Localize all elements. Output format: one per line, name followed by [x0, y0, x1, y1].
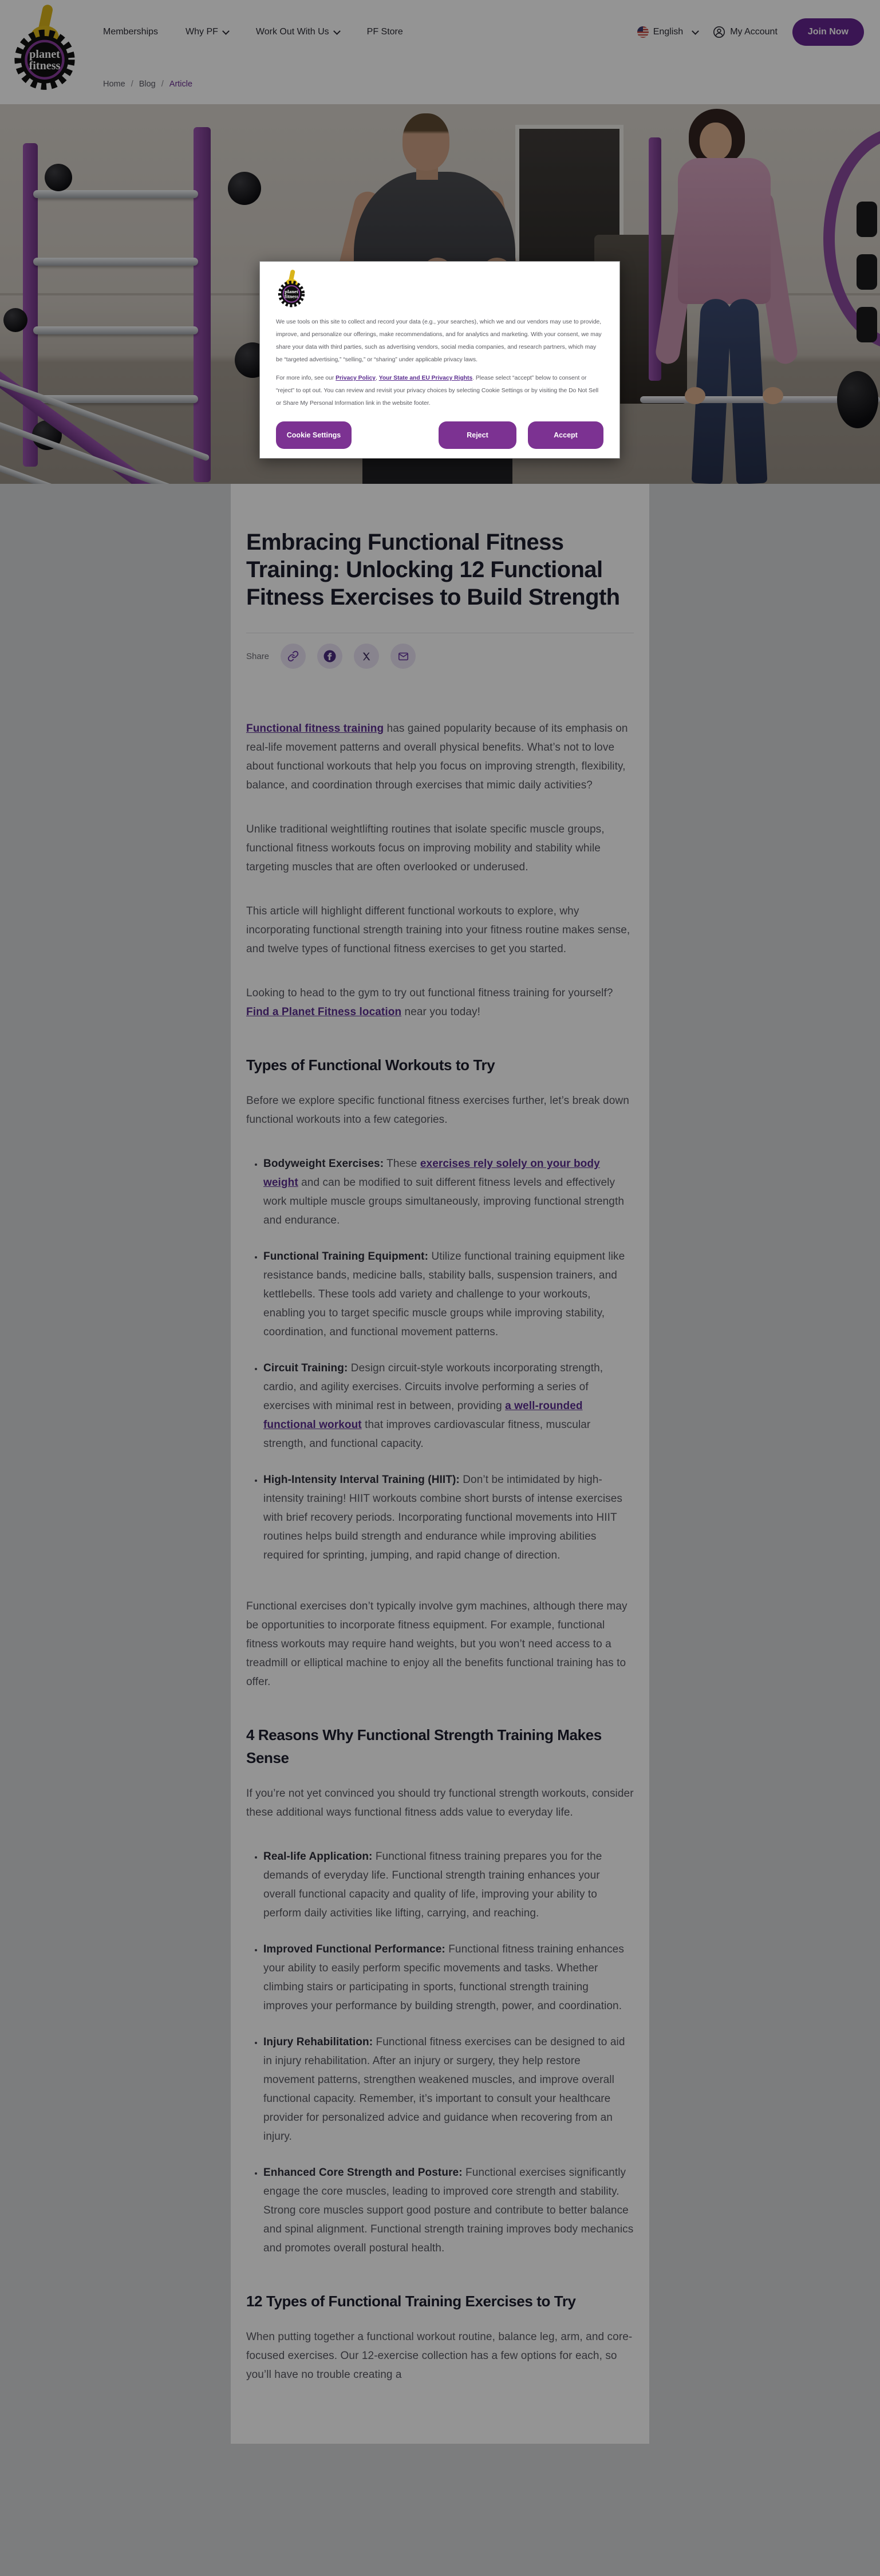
privacy-policy-link[interactable]: Privacy Policy — [336, 375, 376, 381]
paragraph-text: near you today! — [401, 1006, 481, 1018]
list-item-text: Don’t be intimidated by high-intensity training! HIIT workouts combine short bursts of intense exercises with brief recovery periods. Incorporating functional movements into HIIT routines helps build strength and endurance while improving abilities required for sprinting, jumping, and rapid change of direction. — [263, 1474, 623, 1561]
cookie-settings-button[interactable]: Cookie Settings — [276, 421, 352, 449]
paragraph-text: has gained popularity because of its emphasis on real-life movement patterns and overall physical benefits. What’s not to love about functional workouts that help you focus on improving strength, flexibility, balance, and coordination through exercises that mimic daily activities? — [246, 723, 628, 791]
svg-text:planet: planet — [29, 48, 60, 61]
share-label: Share — [246, 651, 270, 661]
list-item-text: Functional fitness training enhances your ability to easily perform specific movements and tasks. Whether climbing stairs or participating in sports, functional strength training improves your performance by building strength, power, and coordination. — [263, 1943, 624, 2012]
nav-label: Work Out With Us — [255, 27, 329, 37]
paragraph: When putting together a functional workout routine, balance leg, arm, and core-focused exercises. Our 12-exercise collection has a few options for each, so you’ll have no trouble creating a — [246, 2331, 633, 2381]
list-item-lead: Improved Functional Performance: — [263, 1943, 445, 1955]
functional-fitness-training-link[interactable]: Functional fitness training — [246, 723, 384, 735]
list-item-lead: Bodyweight Exercises: — [263, 1158, 384, 1170]
page-title: Embracing Functional Fitness Training: Unlocking 12 Functional Fitness Exercises to Build Strength — [246, 530, 620, 610]
list-item-text: Functional fitness training prepares you for the demands of everyday life. Functional strength training enhances your overall functional capacity and quality of life, improving your ability to perform daily activities like lifting, carrying, and reaching. — [263, 1851, 602, 1919]
list-item-lead: Functional Training Equipment: — [263, 1250, 428, 1263]
paragraph: Before we explore specific functional fitness exercises further, let’s break down functional workouts into a few categories. — [246, 1095, 629, 1126]
paragraph: This article will highlight different functional workouts to explore, why incorporating functional strength training into your fitness routine makes sense, and twelve types of functional fitness exercises to get you started. — [246, 905, 630, 955]
breadcrumb-blog[interactable]: Blog — [139, 80, 156, 89]
join-now-button[interactable]: Join Now — [792, 18, 864, 46]
planet-fitness-logo-icon — [276, 270, 307, 307]
breadcrumb-separator: / — [131, 80, 133, 89]
paragraph: If you’re not yet convinced you should try functional strength workouts, consider these additional ways functional fitness adds value to everyday life. — [246, 1788, 634, 1818]
bodyweight-exercises-link[interactable]: exercises rely solely on your body weight — [263, 1158, 600, 1189]
consent-text: , — [376, 375, 379, 381]
svg-text:fitness: fitness — [284, 293, 299, 299]
accept-button[interactable]: Accept — [528, 421, 603, 449]
breadcrumb-separator: / — [161, 80, 164, 89]
section-heading-reasons: 4 Reasons Why Functional Strength Training Makes Sense — [246, 1726, 602, 1766]
find-location-link[interactable]: Find a Planet Fitness location — [246, 1006, 402, 1018]
list-item-text: Utilize functional training equipment like resistance bands, medicine balls, stability balls, suspension trainers, and kettlebells. These tools add variety and challenge to your workouts, enabling you to target specific muscle groups while improving stability, coordination, and functional movement patterns. — [263, 1250, 625, 1338]
modal-buttons — [276, 421, 603, 449]
breadcrumb-current: Article — [169, 80, 193, 89]
well-rounded-workout-link[interactable]: a well-rounded functional workout — [263, 1400, 583, 1431]
consent-text: . Please select “accept” below to consent or “reject” to opt out. You can review and revisit your privacy choices by selecting Cookie Settings or by visiting the Do Not Sell or Share My Personal Information link in the website footer. — [276, 375, 599, 407]
cookie-consent-dialog — [259, 261, 620, 459]
paragraph-text: Looking to head to the gym to try out functional fitness training for yourself? — [246, 987, 613, 999]
list-item-text: These — [384, 1158, 420, 1170]
list-item-text: and can be modified to suit different fitness levels and effectively work multiple muscle groups simultaneously, improving functional strength and endurance. — [263, 1177, 625, 1226]
list-item-text: Functional fitness exercises can be designed to aid in injury rehabilitation. After an injury or surgery, they help restore movement patterns, strengthen weakened muscles, and improve overall functional capacity. Remember, it’s important to consult your healthcare provider for personalized advice and guidance when recovering from an injury. — [263, 2036, 625, 2143]
list-item-text: Design circuit-style workouts incorporating strength, cardio, and agility exercises. Circuits involve performing a series of exercises with minimal rest in between, providing — [263, 1362, 603, 1412]
language-label: English — [653, 27, 684, 37]
modal-logo — [276, 270, 603, 310]
consent-intro-text: We use tools on this site to collect and record your data (e.g., your searches), which we and our vendors may use to provide, improve, and personalize our offerings, make recommendations, and for analytics and marketing. With your consent, we may share your data with third parties, such as advertising vendors, social media companies, and research partners, which may be “targeted advertising,” “selling,” or “sharing” under applicable privacy laws. — [276, 319, 602, 363]
paragraph: Functional exercises don’t typically involve gym machines, although there may be opportunities to incorporate fitness equipment. For example, functional fitness workouts may require hand weights, but you won’t need access to a treadmill or elliptical machine to enjoy all the benefits functional training has to offer. — [246, 1600, 628, 1688]
nav-label: PF Store — [366, 27, 403, 37]
paragraph: Unlike traditional weightlifting routines that isolate specific muscle groups, functional fitness workouts focus on improving mobility and stability while targeting muscles that are often overlooked or underused. — [246, 823, 605, 873]
reject-button[interactable]: Reject — [439, 421, 516, 449]
svg-text:planet: planet — [285, 288, 298, 294]
privacy-rights-link[interactable]: Your State and EU Privacy Rights — [378, 375, 473, 381]
consent-more-info-text — [276, 372, 603, 410]
list-item-lead: High-Intensity Interval Training (HIIT): — [263, 1474, 460, 1486]
breadcrumb-home[interactable]: Home — [103, 80, 125, 89]
list-item-lead: Real-life Application: — [263, 1851, 373, 1863]
nav-label: Why PF — [186, 27, 218, 37]
list-item-text: that improves cardiovascular fitness, muscular strength, and functional capacity. — [263, 1419, 591, 1450]
list-item-lead: Enhanced Core Strength and Posture: — [263, 2167, 463, 2179]
list-item-text: Functional exercises significantly engage the core muscles, leading to improved core strength and stability. Strong core muscles support good posture and contribute to better balance and spinal alignment. Functional strength training improves body mechanics and promotes overall postural health. — [263, 2167, 634, 2254]
nav-label: Memberships — [103, 27, 159, 37]
list-item-lead: Circuit Training: — [263, 1362, 348, 1374]
list-item-lead: Injury Rehabilitation: — [263, 2036, 373, 2048]
section-heading-types: Types of Functional Workouts to Try — [246, 1056, 495, 1074]
consent-text: For more info, see our — [276, 375, 336, 381]
svg-text:fitness: fitness — [29, 60, 61, 73]
my-account-label: My Account — [730, 27, 778, 37]
section-heading-12-types: 12 Types of Functional Training Exercises to Try — [246, 2293, 576, 2310]
